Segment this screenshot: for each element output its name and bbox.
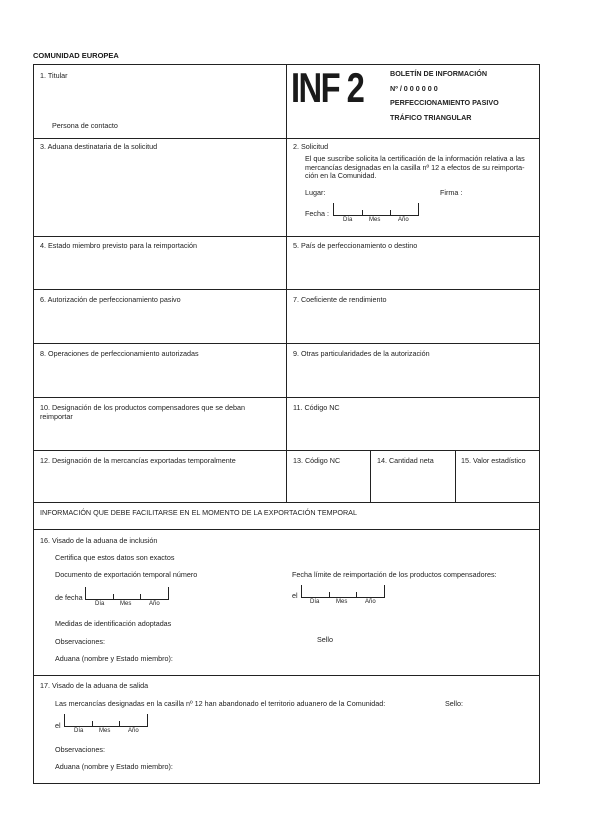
medidas-label: Medidas de identificación adoptadas xyxy=(55,619,172,628)
fecha-label: Fecha : xyxy=(305,209,329,218)
info-heading: INFORMACIÓN QUE DEBE FACILITARSE EN EL MOMENTO DE LA EXPORTACIÓN TEMPORAL xyxy=(40,508,357,517)
box-7-label: 7. Coeficiente de rendimiento xyxy=(293,295,387,304)
dia-label: Día xyxy=(343,217,353,223)
observaciones2-label: Observaciones: xyxy=(55,745,105,754)
box-6-label: 6. Autorización de perfeccionamiento pasivo xyxy=(40,295,181,304)
box-5-label: 5. País de perfeccionamiento o destino xyxy=(293,241,418,250)
column-divider xyxy=(455,450,456,502)
divider xyxy=(33,675,540,676)
mes-label: Mes xyxy=(369,217,381,223)
divider xyxy=(33,502,540,503)
header-title-3: TRÁFICO TRIANGULAR xyxy=(390,113,472,122)
salida-date-field[interactable] xyxy=(64,714,148,727)
el2-label: el xyxy=(55,721,61,730)
box-8-label: 8. Operaciones de perfeccionamiento autorizadas xyxy=(40,349,199,358)
el-label: el xyxy=(292,591,298,600)
divider xyxy=(33,529,540,530)
box-12-label: 12. Designación de la mercancías exportadas temporalmente xyxy=(40,456,236,465)
box-14-label: 14. Cantidad neta xyxy=(377,456,434,465)
mes-label: Mes xyxy=(120,601,132,607)
lugar-label: Lugar: xyxy=(305,188,326,197)
box-2-label: 2. Solicitud xyxy=(293,142,329,151)
column-divider xyxy=(370,450,371,502)
dia-label: Día xyxy=(95,601,105,607)
de-fecha-label: de fecha xyxy=(55,593,83,602)
el-date-field[interactable] xyxy=(301,585,385,598)
date-field[interactable] xyxy=(333,203,419,216)
ano-label: Año xyxy=(128,728,139,734)
box-16-label: 16. Visado de la aduana de inclusión xyxy=(40,536,158,545)
box-9-label: 9. Otras particularidades de la autorización xyxy=(293,349,430,358)
ano-label: Año xyxy=(398,217,409,223)
mes-label: Mes xyxy=(99,728,111,734)
form-code: INF 2 xyxy=(291,64,364,111)
firma-label: Firma : xyxy=(440,188,463,197)
ano-label: Año xyxy=(365,599,376,605)
ano-label: Año xyxy=(149,601,160,607)
fecha-limite-label: Fecha límite de reimportación de los productos compensadores: xyxy=(292,570,497,579)
box-17-label: 17. Visado de la aduana de salida xyxy=(40,681,149,690)
de-fecha-date-field[interactable] xyxy=(85,587,169,600)
column-divider xyxy=(286,450,287,502)
box-2-text: El que suscribe solicita la certificación de la información relativa a las mercancías designadas en la casilla nº 12 a efectos de su reimporta-ción en la Comunidad. xyxy=(305,154,525,180)
box-15-label: 15. Valor estadístico xyxy=(461,456,526,465)
dia-label: Día xyxy=(310,599,320,605)
mercancias-label: Las mercancías designadas en la casilla nº 12 han abandonado el territorio aduanero de la Comunidad: xyxy=(55,699,386,708)
box-13-label: 13. Código NC xyxy=(293,456,341,465)
column-divider xyxy=(286,64,287,450)
contact-person-label: Persona de contacto xyxy=(52,121,118,130)
box-11-label: 11. Código NC xyxy=(293,403,340,412)
box-4-label: 4. Estado miembro previsto para la reimportación xyxy=(40,241,197,250)
box-10-label: 10. Designación de los productos compensadores que se deban reimportar xyxy=(40,403,245,421)
sello-label: Sello xyxy=(317,635,333,644)
box-1-label: 1. Titular xyxy=(40,71,68,80)
header-number: Nº / 0 0 0 0 0 0 xyxy=(390,84,438,93)
header-title-1: BOLETÍN DE INFORMACIÓN xyxy=(390,69,488,78)
aduana2-label: Aduana (nombre y Estado miembro): xyxy=(55,762,173,771)
aduana-label: Aduana (nombre y Estado miembro): xyxy=(55,654,173,663)
certifica-label: Certifica que estos datos son exactos xyxy=(55,553,175,562)
community-label: COMUNIDAD EUROPEA xyxy=(33,51,119,60)
observaciones-label: Observaciones: xyxy=(55,637,105,646)
dia-label: Día xyxy=(74,728,84,734)
box-3-label: 3. Aduana destinataria de la solicitud xyxy=(40,142,158,151)
header-title-2: PERFECCIONAMIENTO PASIVO xyxy=(390,98,499,107)
sello2-label: Sello: xyxy=(445,699,463,708)
documento-label: Documento de exportación temporal número xyxy=(55,570,198,579)
mes-label: Mes xyxy=(336,599,348,605)
